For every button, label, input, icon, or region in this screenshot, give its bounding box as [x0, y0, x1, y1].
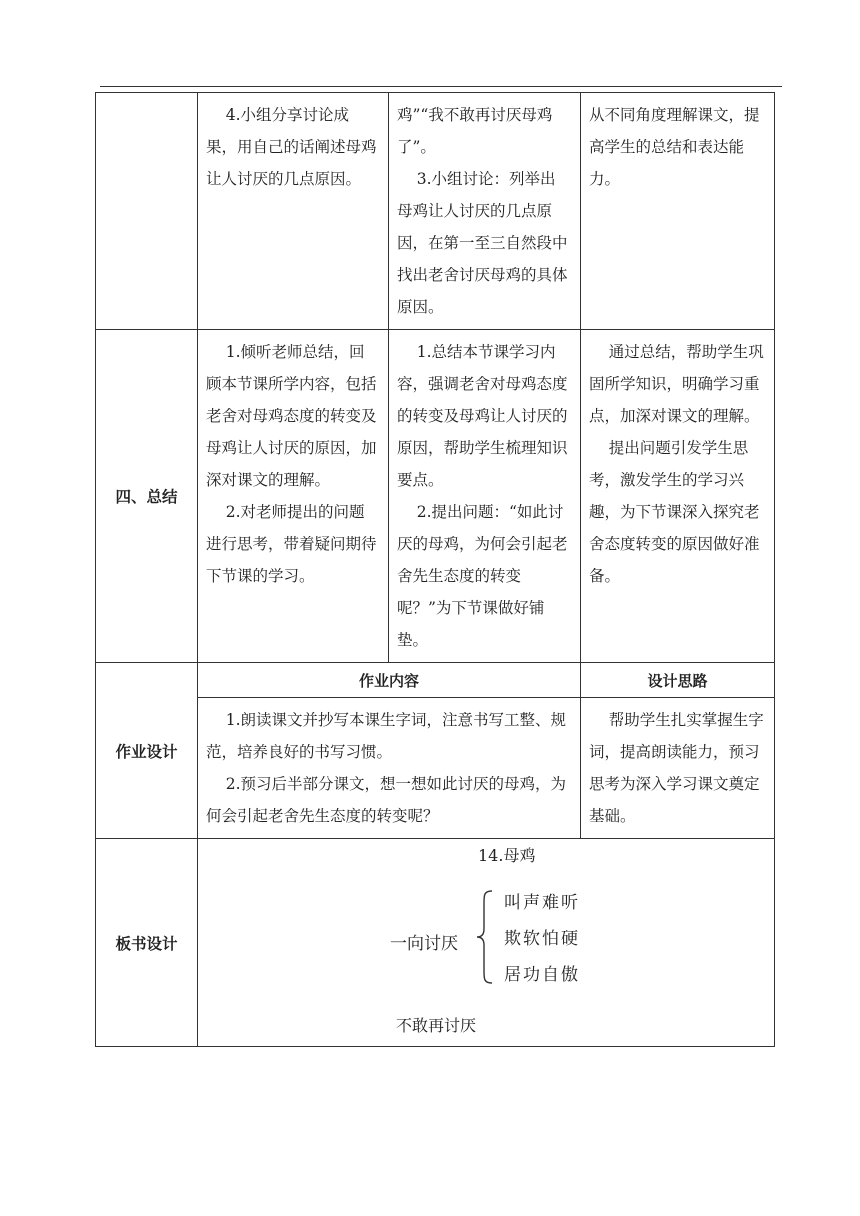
board-items — [504, 885, 580, 993]
stage-label-summary: 四、总结 — [96, 330, 198, 663]
board-item: 欺软怕硬 — [504, 929, 580, 949]
row-group-discussion — [96, 93, 775, 330]
board-item: 居功自傲 — [504, 965, 580, 985]
board-main-point: 一向讨厌 — [390, 934, 458, 954]
stage-cell-empty — [96, 93, 198, 330]
row-board — [96, 839, 775, 1047]
board-design — [198, 839, 774, 1046]
design-intent-text: 从不同角度理解课文，提高学生的总结和表达能力。 — [589, 106, 760, 188]
stage-label-board: 板书设计 — [96, 839, 198, 1047]
board-title: 14.母鸡 — [478, 846, 536, 865]
student-activity-text: 1.倾听老师总结，回顾本节课所学内容，包括老舍对母鸡态度的转变及母鸡让人讨厌的原因，加深对课文的理解。 2.对老师提出的问题进行思考，带着疑问期待下节课的学习。 — [206, 343, 377, 585]
board-footer: 不敢再讨厌 — [396, 1016, 477, 1035]
homework-design-text: 帮助学生扎实掌握生字词，提高朗读能力，预习思考为深入学习课文奠定基础。 — [589, 711, 764, 825]
row-summary — [96, 330, 775, 663]
homework-content-header: 作业内容 — [198, 663, 581, 698]
design-intent-text: 通过总结，帮助学生巩固所学知识，明确学习重点，加深对课文的理解。 提出问题引发学生思考，激发学生的学习兴趣，为下节课深入探究老舍态度转变的原因做好准备。 — [589, 343, 764, 585]
homework-content-text: 1.朗读课文并抄写本课生字词，注意书写工整、规范，培养良好的书写习惯。 2.预习后半部分课文，想一想如此讨厌的母鸡，为何会引起老舍先生态度的转变呢？ — [206, 711, 567, 825]
board-item: 叫声难听 — [504, 893, 580, 913]
brace-icon — [474, 889, 496, 985]
row-homework-header — [96, 663, 775, 698]
lesson-plan-table — [95, 92, 775, 1047]
teacher-activity-text: 鸡”“我不敢再讨厌母鸡了”。 3.小组讨论：列举出母鸡让人讨厌的几点原因，在第一至三自然段中找出老舍讨厌母鸡的具体原因。 — [397, 106, 568, 316]
homework-design-header: 设计思路 — [581, 663, 775, 698]
stage-label-homework: 作业设计 — [96, 663, 198, 839]
row-homework-body — [96, 698, 775, 839]
header-rule — [100, 86, 782, 87]
teacher-activity-text: 1.总结本节课学习内容，强调老舍对母鸡态度的转变及母鸡让人讨厌的原因，帮助学生梳理知识要点。 2.提出问题：“如此讨厌的母鸡，为何会引起老舍先生态度的转变呢？”为下节课做好铺垫。 — [397, 343, 568, 649]
student-activity-text: 4.小组分享讨论成果，用自己的话阐述母鸡让人讨厌的几点原因。 — [206, 106, 377, 188]
